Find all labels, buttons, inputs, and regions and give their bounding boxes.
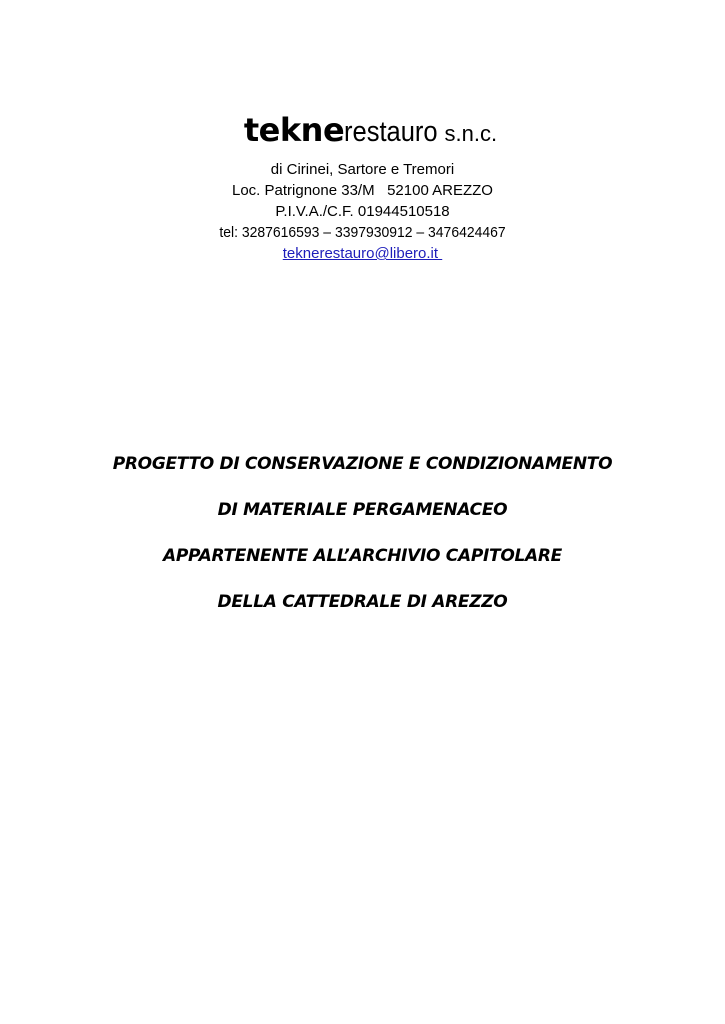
brand-suffix: s.n.c. [444, 121, 498, 146]
brand-bold: tekne [243, 111, 345, 149]
email-link[interactable]: teknerestauro@libero.it [282, 245, 443, 262]
owners-line: di Cirinei, Sartore e Tremori [270, 161, 455, 178]
company-name [16, 108, 725, 159]
address-line: Loc. Patrignone 33/M 52100 AREZZO [232, 182, 493, 199]
title-line-3: APPARTENENTE ALL’ARCHIVIO CAPITOLARE [163, 546, 562, 566]
title-line-2: DI MATERIALE PERGAMENACEO [217, 500, 508, 520]
document-title [0, 441, 725, 625]
letterhead [0, 108, 725, 264]
title-line-4: DELLA CATTEDRALE DI AREZZO [217, 592, 508, 612]
vat-line: P.I.V.A./C.F. 01944510518 [275, 203, 450, 220]
brand-light: restauro [344, 116, 438, 148]
phone-line: tel: 3287616593 – 3397930912 – 3476424467 [219, 224, 506, 241]
title-line-1: PROGETTO DI CONSERVAZIONE E CONDIZIONAMENTO [112, 454, 613, 474]
